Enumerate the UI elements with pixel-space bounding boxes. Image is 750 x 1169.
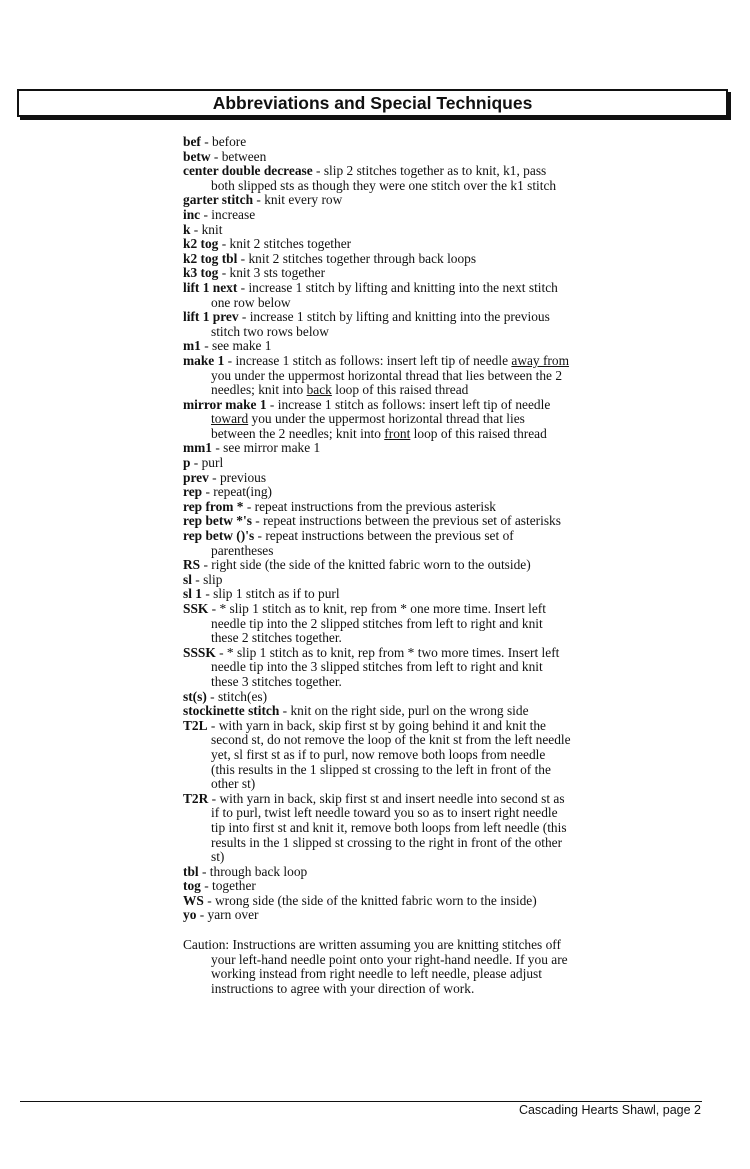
glossary-term: k2 tog tbl bbox=[183, 250, 238, 266]
glossary-entry: center double decrease - slip 2 stitches together as to knit, k1, pass both slipped sts as though they were one stitch over the k1 stitch bbox=[183, 163, 557, 193]
glossary-entry: T2R - with yarn in back, skip first st and insert needle into second st as if to purl, twist left needle toward you so as to insert right needle tip into first st and knit it, remove both loops from left needle (this results in the 1 slipped st crossing to the right in front of the other st) bbox=[183, 790, 567, 865]
glossary-entry: T2L - with yarn in back, skip first st by going behind it and knit the second st, do not remove the loop of the knit st from the left needle yet, sl first st as if to purl, now remove both loops from needle (this results in the 1 slipped st crossing to the left in front of the other st) bbox=[183, 717, 571, 792]
glossary-definition: stitch(es) bbox=[217, 688, 268, 704]
glossary-definition: loop of this raised thread bbox=[410, 425, 547, 441]
glossary-entry: k2 tog tbl - knit 2 stitches together through back loops bbox=[183, 250, 477, 266]
glossary-definition: between bbox=[221, 148, 267, 164]
page-footer: Cascading Hearts Shawl, page 2 bbox=[518, 1103, 701, 1117]
glossary-definition: repeat instructions between the previous set of parentheses bbox=[211, 528, 514, 558]
glossary-entry: mirror make 1 - increase 1 stitch as follows: insert left tip of needle toward you under the uppermost horizontal thread that lies between the 2 needles; knit into front loop of this raised thread bbox=[183, 396, 551, 441]
glossary-term: rep bbox=[183, 484, 203, 500]
glossary-term: rep from * bbox=[183, 498, 244, 514]
glossary-term: T2R bbox=[183, 790, 209, 806]
glossary-entry: rep betw *'s - repeat instructions between the previous set of asterisks bbox=[183, 513, 561, 529]
glossary-entry: rep from * - repeat instructions from the previous asterisk bbox=[183, 498, 496, 514]
glossary-definition: purl bbox=[201, 455, 224, 471]
glossary-entry: rep betw ()'s - repeat instructions between the previous set of parentheses bbox=[183, 528, 514, 558]
underlined-emphasis: front bbox=[384, 425, 411, 441]
glossary-entry: WS - wrong side (the side of the knitted fabric worn to the inside) bbox=[183, 892, 537, 908]
glossary-term: sl bbox=[183, 571, 192, 587]
footer-rule bbox=[20, 1101, 702, 1102]
glossary-term: inc bbox=[183, 206, 201, 222]
glossary-definition: repeat(ing) bbox=[213, 484, 272, 500]
glossary-definition: you under the uppermost horizontal thread that lies between the 2 needles; knit into bbox=[211, 367, 563, 398]
glossary-definition: knit 2 stitches together through back loops bbox=[248, 250, 477, 266]
glossary-term: k3 tog bbox=[183, 265, 219, 281]
glossary-definition: with yarn in back, skip first st and insert needle into second st as if to purl, twist left needle toward you so as to insert right needle tip into first st and knit it, remove both loops from left needle (this results in the 1 slipped st crossing to the right in front of the other st) bbox=[211, 790, 567, 865]
glossary-definition: yarn over bbox=[207, 907, 259, 923]
glossary-entry: lift 1 next - increase 1 stitch by lifting and knitting into the next stitch one row below bbox=[183, 279, 558, 310]
glossary-term: rep betw *'s bbox=[183, 513, 252, 529]
underlined-emphasis: back bbox=[306, 382, 332, 398]
glossary-definition: repeat instructions from the previous asterisk bbox=[254, 498, 496, 514]
glossary-definition: increase 1 stitch by lifting and knitting into the previous stitch two rows below bbox=[211, 309, 550, 339]
glossary-term: SSK bbox=[183, 601, 209, 616]
glossary-term: prev bbox=[183, 469, 209, 485]
glossary-definition: loop of this raised thread bbox=[331, 382, 469, 398]
glossary-entry: p - purl bbox=[183, 455, 224, 471]
glossary-term: mm1 bbox=[183, 440, 213, 456]
glossary-definition: repeat instructions between the previous set of asterisks bbox=[263, 513, 561, 529]
glossary-term: center double decrease bbox=[183, 163, 313, 179]
glossary-term: tog bbox=[183, 878, 201, 894]
underlined-emphasis: toward bbox=[211, 411, 249, 427]
glossary-definition: previous bbox=[219, 469, 267, 485]
glossary-entry: stockinette stitch - knit on the right side, purl on the wrong side bbox=[183, 703, 529, 719]
glossary-definition: increase 1 stitch as follows: insert left tip of needle bbox=[235, 352, 512, 368]
underlined-emphasis: away from bbox=[511, 352, 570, 368]
glossary-term: betw bbox=[183, 148, 211, 164]
glossary-definition: increase 1 stitch by lifting and knitting into the next stitch one row below bbox=[211, 279, 558, 310]
glossary-term: garter stitch bbox=[183, 192, 254, 208]
glossary-term: lift 1 next bbox=[183, 279, 238, 295]
glossary-definition: see mirror make 1 bbox=[223, 440, 321, 456]
glossary-term: make 1 bbox=[183, 352, 225, 368]
glossary-entry: k2 tog - knit 2 stitches together bbox=[183, 236, 352, 252]
glossary-definition: you under the uppermost horizontal thread that lies between the 2 needles; knit into bbox=[211, 411, 525, 441]
glossary-entry: k - knit bbox=[183, 221, 223, 237]
glossary-definition: * slip 1 stitch as to knit, rep from * one more time. Insert left needle tip into the 2 slipped stitches from left to right and knit these 2 stitches together. bbox=[211, 601, 546, 646]
glossary-definition: wrong side (the side of the knitted fabric worn to the inside) bbox=[215, 892, 537, 908]
glossary-definition: slip 1 stitch as if to purl bbox=[213, 586, 340, 602]
glossary-definition: before bbox=[212, 134, 247, 149]
glossary-entry: betw - between bbox=[183, 148, 267, 164]
glossary-term: st(s) bbox=[183, 688, 207, 704]
glossary-entry: st(s) - stitch(es) bbox=[183, 688, 268, 704]
glossary-definition: see make 1 bbox=[212, 338, 272, 354]
glossary-term: WS bbox=[183, 892, 204, 908]
glossary-term: T2L bbox=[183, 717, 208, 733]
glossary-term: k bbox=[183, 221, 191, 237]
section-title-box bbox=[17, 89, 728, 117]
glossary-entry: RS - right side (the side of the knitted fabric worn to the outside) bbox=[183, 557, 531, 573]
glossary-term: k2 tog bbox=[183, 236, 219, 252]
glossary-term: mirror make 1 bbox=[183, 396, 267, 412]
glossary-definition: right side (the side of the knitted fabric worn to the outside) bbox=[211, 557, 531, 573]
glossary-definition: with yarn in back, skip first st by going behind it and knit the second st, do not remove the loop of the knit st from the left needle yet, sl first st as if to purl, now remove both loops from needle (this results in the 1 slipped st crossing to the left in front of the other st) bbox=[211, 717, 571, 792]
abbreviations-list bbox=[183, 135, 571, 1010]
glossary-definition: * slip 1 stitch as to knit, rep from * two more times. Insert left needle tip into the 3 slipped stitches from left to right and knit these 3 stitches together. bbox=[211, 644, 560, 689]
glossary-entry: rep - repeat(ing) bbox=[183, 484, 272, 500]
glossary-term: bef bbox=[183, 134, 201, 149]
glossary-entry: sl 1 - slip 1 stitch as if to purl bbox=[183, 586, 340, 602]
glossary-definition: knit every row bbox=[264, 192, 343, 208]
glossary-entry: make 1 - increase 1 stitch as follows: insert left tip of needle away from you under the uppermost horizontal thread that lies between the 2 needles; knit into back loop of this raised thread bbox=[183, 352, 570, 398]
glossary-definition: increase 1 stitch as follows: insert left tip of needle bbox=[277, 396, 551, 412]
caution-note: Caution: Instructions are written assuming you are knitting stitches off your left-hand needle point onto your right-hand needle. If you are working instead from right needle to left needle, please adjust instructions to agree with your direction of work. bbox=[183, 937, 568, 996]
glossary-term: p bbox=[183, 455, 191, 471]
glossary-term: sl 1 bbox=[183, 586, 202, 602]
glossary-definition: slip bbox=[203, 571, 223, 587]
glossary-entry: lift 1 prev - increase 1 stitch by lifting and knitting into the previous stitch two rows below bbox=[183, 309, 550, 339]
glossary-term: tbl bbox=[183, 863, 199, 879]
glossary-entry: tbl - through back loop bbox=[183, 863, 308, 879]
glossary-term: yo bbox=[183, 907, 197, 923]
glossary-definition: knit 2 stitches together bbox=[229, 236, 352, 252]
glossary-entry: tog - together bbox=[183, 878, 256, 894]
glossary-entry: k3 tog - knit 3 sts together bbox=[183, 265, 326, 281]
glossary-term: RS bbox=[183, 557, 201, 573]
glossary-entry: SSK - * slip 1 stitch as to knit, rep from * one more time. Insert left needle tip into the 2 slipped stitches from left to right and knit these 2 stitches together. bbox=[183, 601, 546, 646]
glossary-term: rep betw ()'s bbox=[183, 528, 255, 544]
glossary-entry: inc - increase bbox=[183, 206, 256, 222]
glossary-entry: prev - previous bbox=[183, 469, 267, 485]
glossary-entry: m1 - see make 1 bbox=[183, 338, 272, 354]
page-title: Abbreviations and Special Techniques bbox=[212, 92, 533, 113]
glossary-definition: slip 2 stitches together as to knit, k1, pass both slipped sts as though they were one stitch over the k1 stitch bbox=[211, 163, 557, 193]
glossary-term: SSSK bbox=[183, 644, 216, 660]
glossary-entry: yo - yarn over bbox=[183, 907, 259, 923]
glossary-entry: SSSK - * slip 1 stitch as to knit, rep from * two more times. Insert left needle tip into the 3 slipped stitches from left to right and knit these 3 stitches together. bbox=[183, 644, 560, 689]
glossary-entry: mm1 - see mirror make 1 bbox=[183, 440, 321, 456]
glossary-entry: bef - before bbox=[183, 134, 247, 149]
glossary-term: m1 bbox=[183, 338, 201, 354]
glossary-term: lift 1 prev bbox=[183, 309, 239, 325]
glossary-definition: through back loop bbox=[209, 863, 308, 879]
glossary-definition: together bbox=[212, 878, 256, 894]
glossary-definition: knit 3 sts together bbox=[229, 265, 326, 281]
glossary-definition: knit bbox=[201, 221, 223, 237]
glossary-definition: knit on the right side, purl on the wrong side bbox=[290, 703, 529, 719]
glossary-term: stockinette stitch bbox=[183, 703, 280, 719]
glossary-entry: sl - slip bbox=[183, 571, 223, 587]
glossary-entry: garter stitch - knit every row bbox=[183, 192, 343, 208]
glossary-definition: increase bbox=[211, 206, 256, 222]
